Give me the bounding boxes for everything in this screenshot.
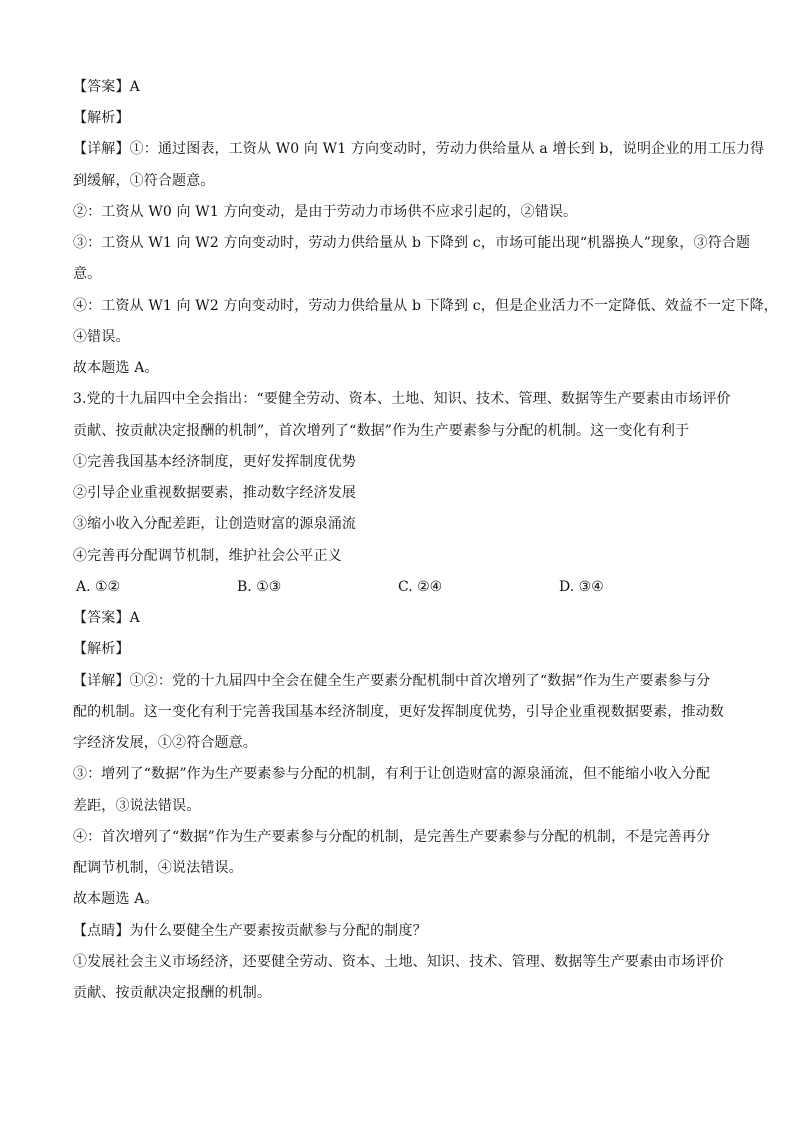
q2-detail-line-4: ③：工资从 W1 向 W2 方向变动时，劳动力供给量从 b 下降到 c，市场可能出现“机器换人”现象，③符合题	[73, 235, 751, 251]
q2-detail-line-6: ④：工资从 W1 向 W2 方向变动时，劳动力供给量从 b 下降到 c，但是企业活力不一定降低、效益不一定下降，	[73, 298, 778, 314]
key-point-line	[73, 921, 733, 941]
q3-stem-line-2: 贡献、按贡献决定报酬的机制”，首次增列了“数据”作为生产要素参与分配的机制。这一变化有利于	[73, 423, 690, 439]
q3-option-2: ②引导企业重视数据要素，推动数字经济发展	[73, 485, 356, 501]
answer-value: A	[129, 79, 140, 95]
key-point-body-1: ①发展社会主义市场经济，还要健全劳动、资本、土地、知识、技术、管理、数据等生产要素由市场评价	[73, 954, 724, 970]
key-point-label: 【点睛】	[73, 923, 130, 939]
q3-detail-line-2: 配的机制。这一变化有利于完善我国基本经济制度，更好发挥制度优势，引导企业重视数据要素，推动数	[73, 704, 724, 720]
q2-detail-line-2: 到缓解，①符合题意。	[73, 173, 215, 189]
q3-detail-line-4: ③：增列了“数据”作为生产要素参与分配的机制，有利于让创造财富的源泉涌流，但不能缩小收入分配	[73, 766, 711, 782]
q2-analysis-label: 【解析】	[73, 110, 130, 126]
q3-option-4: ④完善再分配调节机制，维护社会公平正义	[73, 548, 342, 564]
choice-b: B. ①③	[237, 579, 282, 595]
choice-a: A. ①②	[76, 579, 121, 595]
q2-conclusion: 故本题选 A。	[73, 360, 159, 376]
answer-label: 【答案】	[73, 79, 130, 95]
q2-detail-line-5: 意。	[73, 266, 102, 282]
key-point-question: 为什么要健全生产要素按贡献参与分配的制度？	[129, 923, 427, 939]
answer-label: 【答案】	[73, 610, 130, 626]
choice-c: C. ②④	[398, 579, 443, 595]
q3-analysis-label: 【解析】	[73, 641, 130, 657]
q2-answer-line	[73, 77, 733, 97]
q3-option-1: ①完善我国基本经济制度，更好发挥制度优势	[73, 454, 356, 470]
q3-detail-line-5: 差距，③说法错误。	[73, 798, 201, 814]
answer-value: A	[129, 610, 140, 626]
q2-detail-line-3: ②：工资从 W0 向 W1 方向变动，是由于劳动力市场供不应求引起的，②错误。	[73, 204, 578, 220]
q3-stem-line-1: 3.党的十九届四中全会指出：“要健全劳动、资本、土地、知识、技术、管理、数据等生产要素由市场评价	[73, 391, 731, 407]
q3-detail-line-6: ④：首次增列了“数据”作为生产要素参与分配的机制，是完善生产要素参与分配的机制，不是完善再分	[73, 829, 711, 845]
key-point-body-2: 贡献、按贡献决定报酬的机制。	[73, 985, 272, 1001]
q3-detail-line-3: 字经济发展，①②符合题意。	[73, 735, 257, 751]
q3-option-3: ③缩小收入分配差距，让创造财富的源泉涌流	[73, 516, 356, 532]
q2-detail-line-1: 【详解】①：通过图表，工资从 W0 向 W1 方向变动时，劳动力供给量从 a 增长到 b，说明企业的用工压力得	[73, 141, 765, 157]
q3-detail-line-1: 【详解】①②：党的十九届四中全会在健全生产要素分配机制中首次增列了“数据”作为生产要素参与分	[73, 673, 711, 689]
q3-answer-line	[73, 608, 733, 628]
q3-detail-line-7: 配调节机制，④说法错误。	[73, 860, 243, 876]
detail-label: 【详解】	[73, 673, 130, 689]
choice-d: D. ③④	[559, 579, 604, 595]
q2-detail-line-7: ④错误。	[73, 329, 130, 345]
q3-conclusion: 故本题选 A。	[73, 891, 159, 907]
detail-label: 【详解】	[73, 141, 130, 157]
